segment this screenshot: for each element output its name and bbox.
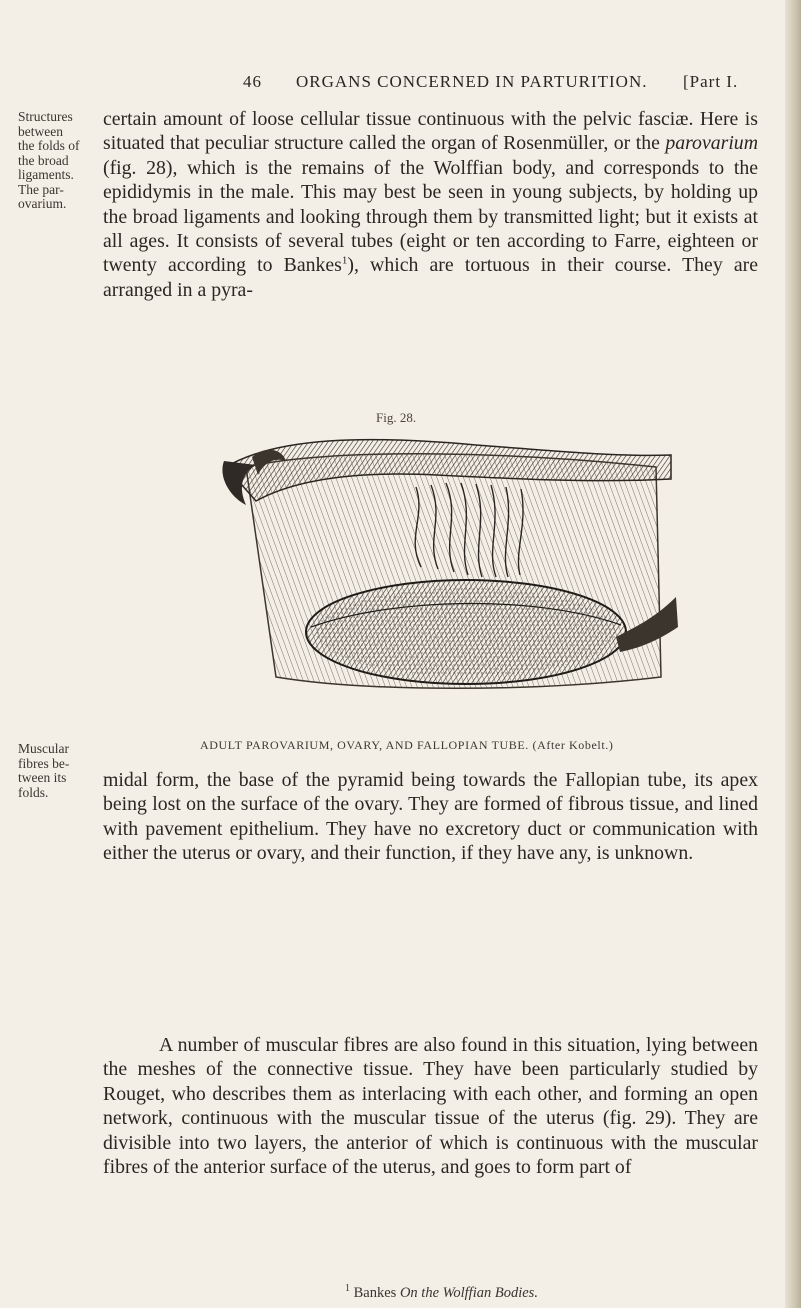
text-run: ), which are tortuous in their course. They are arranged in a pyra- xyxy=(103,254,758,301)
margin-note-line: folds. xyxy=(18,784,49,800)
margin-note-line: Muscular xyxy=(18,741,69,756)
text-run: certain amount of loose cellular tissue continuous with the pelvic fasciæ. Here is situated that peculiar structure called the organ of Rosenmüller, or the xyxy=(103,108,758,155)
footnote-title: On the Wolffian Bodies. xyxy=(399,1284,538,1301)
anatomical-engraving xyxy=(216,427,686,707)
paragraph-pyramid-form xyxy=(103,768,758,866)
paragraph-parovarium xyxy=(103,107,758,302)
footnote xyxy=(345,1283,538,1302)
margin-note-line: The par- xyxy=(18,181,64,197)
margin-note-line: Structures xyxy=(18,109,73,124)
footnote-author: Bankes xyxy=(353,1284,397,1301)
footnote-marker: 1 xyxy=(345,1283,350,1294)
part-label: [Part I. xyxy=(683,72,739,91)
margin-note-line: the folds of xyxy=(18,138,80,153)
margin-note-structures xyxy=(18,110,98,212)
running-header xyxy=(0,72,801,98)
paragraph-text: midal form, the base of the pyramid being towards the Fallopian tube, its apex being lost on the surface of the ovary. They are formed of fibrous tissue, and lined with pavement epithelium. They have no excretory duct or communication with either the uterus or ovary, and their function, if they have any, is unknown. xyxy=(103,769,758,865)
paragraph-text xyxy=(103,107,758,302)
italic-term-parovarium: parovarium xyxy=(665,132,758,155)
margin-note-line: the broad xyxy=(18,152,69,168)
footnote-reference[interactable]: 1 xyxy=(341,254,348,267)
text-run: (fig. 28), which is the remains of the Wolffian body, and corresponds to the epididymis in the male. This may best be seen in young subjects, by holding up the broad ligaments and looking through them by transmitted light; but it exists at all ages. It consists of several tubes (eight or ten according to Farre, eighteen or twenty according to Bankes xyxy=(103,156,758,277)
page-edge-shadow xyxy=(785,0,801,1308)
margin-note-line: ovarium. xyxy=(18,196,67,211)
figure-label: Fig. 28. xyxy=(376,410,417,425)
figure-parovarium-illustration xyxy=(216,427,686,707)
margin-note-line: fibres be- xyxy=(18,755,70,771)
page-number: 46 xyxy=(243,72,262,91)
margin-note-line: between xyxy=(18,123,63,139)
margin-note-line: ligaments. xyxy=(18,167,74,182)
figure-caption: ADULT PAROVARIUM, OVARY, AND FALLOPIAN TUBE. (After Kobelt.) xyxy=(200,738,614,752)
margin-note-line: tween its xyxy=(18,770,67,785)
running-title: ORGANS CONCERNED IN PARTURITION. xyxy=(296,72,648,91)
margin-note-muscular-fibres xyxy=(18,742,98,800)
paragraph-muscular-fibres xyxy=(103,1033,758,1179)
paragraph-text: A number of muscular fibres are also found in this situation, lying between the meshes of the connective tissue. They have been particularly studied by Rouget, who describes them as interlacing with each other, and forming an open network, continuous with the muscular tissue of the uterus (fig. 29). They are divisible into two layers, the anterior of which is continuous with the muscular fibres of the anterior surface of the uterus, and goes to form part of xyxy=(103,1034,758,1179)
